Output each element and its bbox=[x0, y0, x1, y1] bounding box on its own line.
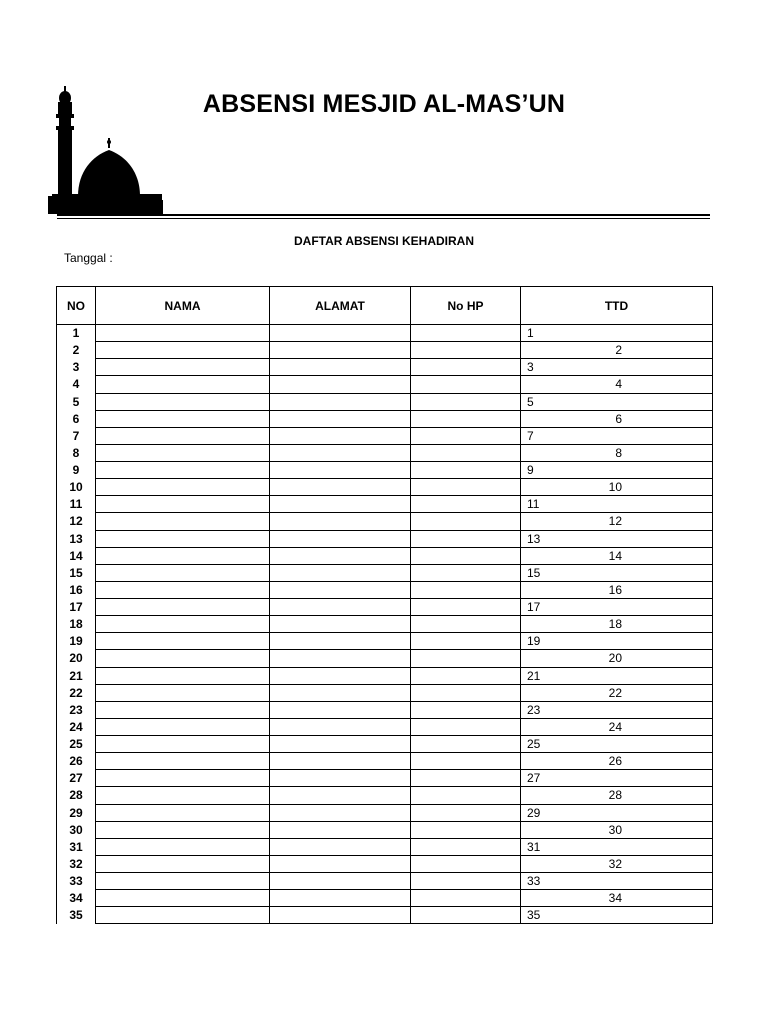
phone-cell[interactable] bbox=[411, 342, 521, 359]
address-cell[interactable] bbox=[270, 907, 411, 924]
name-cell[interactable] bbox=[96, 513, 270, 530]
row-number: 33 bbox=[57, 873, 96, 890]
table-row bbox=[57, 650, 713, 667]
name-cell[interactable] bbox=[96, 376, 270, 393]
row-number: 35 bbox=[57, 907, 96, 924]
table-row bbox=[57, 393, 713, 410]
row-number: 31 bbox=[57, 838, 96, 855]
address-cell[interactable] bbox=[270, 342, 411, 359]
phone-cell[interactable] bbox=[411, 530, 521, 547]
row-number: 13 bbox=[57, 530, 96, 547]
phone-cell[interactable] bbox=[411, 804, 521, 821]
address-cell[interactable] bbox=[270, 633, 411, 650]
table-row bbox=[57, 359, 713, 376]
signature-cell[interactable]: 34 bbox=[521, 890, 713, 907]
name-cell[interactable] bbox=[96, 393, 270, 410]
address-cell[interactable] bbox=[270, 855, 411, 872]
row-number: 22 bbox=[57, 684, 96, 701]
row-number: 6 bbox=[57, 410, 96, 427]
name-cell[interactable] bbox=[96, 701, 270, 718]
row-number: 2 bbox=[57, 342, 96, 359]
phone-cell[interactable] bbox=[411, 736, 521, 753]
table-row bbox=[57, 547, 713, 564]
signature-cell[interactable]: 11 bbox=[521, 496, 713, 513]
address-cell[interactable] bbox=[270, 753, 411, 770]
phone-cell[interactable] bbox=[411, 427, 521, 444]
name-cell[interactable] bbox=[96, 462, 270, 479]
page-title: ABSENSI MESJID AL-MAS’UN bbox=[202, 90, 566, 118]
phone-cell[interactable] bbox=[411, 444, 521, 461]
signature-cell[interactable]: 31 bbox=[521, 838, 713, 855]
attendance-rows bbox=[57, 325, 713, 924]
address-cell[interactable] bbox=[270, 770, 411, 787]
table-row bbox=[57, 444, 713, 461]
phone-cell[interactable] bbox=[411, 393, 521, 410]
address-cell[interactable] bbox=[270, 701, 411, 718]
row-number: 15 bbox=[57, 564, 96, 581]
signature-cell[interactable]: 21 bbox=[521, 667, 713, 684]
table-row bbox=[57, 787, 713, 804]
phone-cell[interactable] bbox=[411, 753, 521, 770]
table-row bbox=[57, 633, 713, 650]
phone-cell[interactable] bbox=[411, 907, 521, 924]
phone-cell[interactable] bbox=[411, 770, 521, 787]
signature-cell[interactable]: 18 bbox=[521, 616, 713, 633]
signature-cell[interactable]: 28 bbox=[521, 787, 713, 804]
table-row bbox=[57, 599, 713, 616]
table-row bbox=[57, 667, 713, 684]
address-cell[interactable] bbox=[270, 684, 411, 701]
name-cell[interactable] bbox=[96, 581, 270, 598]
address-cell[interactable] bbox=[270, 718, 411, 735]
signature-cell[interactable]: 19 bbox=[521, 633, 713, 650]
column-header-no: NO bbox=[57, 287, 96, 325]
name-cell[interactable] bbox=[96, 907, 270, 924]
row-number: 34 bbox=[57, 890, 96, 907]
row-number: 25 bbox=[57, 736, 96, 753]
column-header-nama: NAMA bbox=[96, 287, 270, 325]
column-header-no-hp: No HP bbox=[411, 287, 521, 325]
signature-cell[interactable]: 32 bbox=[521, 855, 713, 872]
signature-cell[interactable]: 33 bbox=[521, 873, 713, 890]
phone-cell[interactable] bbox=[411, 890, 521, 907]
name-cell[interactable] bbox=[96, 821, 270, 838]
row-number: 26 bbox=[57, 753, 96, 770]
row-number: 28 bbox=[57, 787, 96, 804]
phone-cell[interactable] bbox=[411, 513, 521, 530]
signature-cell[interactable]: 5 bbox=[521, 393, 713, 410]
name-cell[interactable] bbox=[96, 753, 270, 770]
signature-cell[interactable]: 25 bbox=[521, 736, 713, 753]
signature-cell[interactable]: 10 bbox=[521, 479, 713, 496]
table-row bbox=[57, 804, 713, 821]
name-cell[interactable] bbox=[96, 599, 270, 616]
phone-cell[interactable] bbox=[411, 718, 521, 735]
name-cell[interactable] bbox=[96, 342, 270, 359]
address-cell[interactable] bbox=[270, 736, 411, 753]
row-number: 18 bbox=[57, 616, 96, 633]
row-number: 3 bbox=[57, 359, 96, 376]
phone-cell[interactable] bbox=[411, 564, 521, 581]
name-cell[interactable] bbox=[96, 359, 270, 376]
name-cell[interactable] bbox=[96, 479, 270, 496]
signature-cell[interactable]: 30 bbox=[521, 821, 713, 838]
phone-cell[interactable] bbox=[411, 684, 521, 701]
phone-cell[interactable] bbox=[411, 821, 521, 838]
row-number: 1 bbox=[57, 325, 96, 342]
table-row bbox=[57, 890, 713, 907]
row-number: 23 bbox=[57, 701, 96, 718]
phone-cell[interactable] bbox=[411, 581, 521, 598]
row-number: 11 bbox=[57, 496, 96, 513]
table-row bbox=[57, 855, 713, 872]
phone-cell[interactable] bbox=[411, 410, 521, 427]
address-cell[interactable] bbox=[270, 821, 411, 838]
row-number: 30 bbox=[57, 821, 96, 838]
phone-cell[interactable] bbox=[411, 325, 521, 342]
table-row bbox=[57, 376, 713, 393]
table-row bbox=[57, 530, 713, 547]
name-cell[interactable] bbox=[96, 855, 270, 872]
name-cell[interactable] bbox=[96, 616, 270, 633]
column-header-ttd: TTD bbox=[521, 287, 713, 325]
address-cell[interactable] bbox=[270, 564, 411, 581]
phone-cell[interactable] bbox=[411, 599, 521, 616]
table-row bbox=[57, 427, 713, 444]
address-cell[interactable] bbox=[270, 616, 411, 633]
phone-cell[interactable] bbox=[411, 701, 521, 718]
row-number: 12 bbox=[57, 513, 96, 530]
address-cell[interactable] bbox=[270, 393, 411, 410]
table-row bbox=[57, 462, 713, 479]
row-number: 9 bbox=[57, 462, 96, 479]
table-row bbox=[57, 907, 713, 924]
phone-cell[interactable] bbox=[411, 873, 521, 890]
address-cell[interactable] bbox=[270, 890, 411, 907]
phone-cell[interactable] bbox=[411, 616, 521, 633]
address-cell[interactable] bbox=[270, 838, 411, 855]
address-cell[interactable] bbox=[270, 547, 411, 564]
address-cell[interactable] bbox=[270, 513, 411, 530]
row-number: 24 bbox=[57, 718, 96, 735]
name-cell[interactable] bbox=[96, 684, 270, 701]
address-cell[interactable] bbox=[270, 787, 411, 804]
name-cell[interactable] bbox=[96, 444, 270, 461]
phone-cell[interactable] bbox=[411, 855, 521, 872]
signature-cell[interactable]: 7 bbox=[521, 427, 713, 444]
address-cell[interactable] bbox=[270, 650, 411, 667]
table-row bbox=[57, 479, 713, 496]
row-number: 19 bbox=[57, 633, 96, 650]
name-cell[interactable] bbox=[96, 325, 270, 342]
header-divider-thick bbox=[57, 214, 710, 216]
signature-cell[interactable]: 17 bbox=[521, 599, 713, 616]
signature-cell[interactable]: 4 bbox=[521, 376, 713, 393]
table-row bbox=[57, 410, 713, 427]
signature-cell[interactable]: 1 bbox=[521, 325, 713, 342]
signature-cell[interactable]: 2 bbox=[521, 342, 713, 359]
table-row bbox=[57, 342, 713, 359]
name-cell[interactable] bbox=[96, 736, 270, 753]
table-row bbox=[57, 684, 713, 701]
row-number: 7 bbox=[57, 427, 96, 444]
table-row bbox=[57, 718, 713, 735]
table-row bbox=[57, 770, 713, 787]
phone-cell[interactable] bbox=[411, 787, 521, 804]
header-divider-thin bbox=[57, 218, 710, 219]
phone-cell[interactable] bbox=[411, 359, 521, 376]
row-number: 4 bbox=[57, 376, 96, 393]
table-row bbox=[57, 564, 713, 581]
phone-cell[interactable] bbox=[411, 496, 521, 513]
signature-cell[interactable]: 16 bbox=[521, 581, 713, 598]
signature-cell[interactable]: 6 bbox=[521, 410, 713, 427]
address-cell[interactable] bbox=[270, 873, 411, 890]
signature-cell[interactable]: 15 bbox=[521, 564, 713, 581]
address-cell[interactable] bbox=[270, 479, 411, 496]
row-number: 27 bbox=[57, 770, 96, 787]
address-cell[interactable] bbox=[270, 804, 411, 821]
table-row bbox=[57, 838, 713, 855]
table-row bbox=[57, 873, 713, 890]
name-cell[interactable] bbox=[96, 804, 270, 821]
address-cell[interactable] bbox=[270, 667, 411, 684]
column-header-alamat: ALAMAT bbox=[270, 287, 411, 325]
phone-cell[interactable] bbox=[411, 479, 521, 496]
table-row bbox=[57, 496, 713, 513]
phone-cell[interactable] bbox=[411, 376, 521, 393]
row-number: 21 bbox=[57, 667, 96, 684]
address-cell[interactable] bbox=[270, 325, 411, 342]
phone-cell[interactable] bbox=[411, 633, 521, 650]
table-row bbox=[57, 701, 713, 718]
signature-cell[interactable]: 20 bbox=[521, 650, 713, 667]
table-row bbox=[57, 325, 713, 342]
row-number: 29 bbox=[57, 804, 96, 821]
name-cell[interactable] bbox=[96, 410, 270, 427]
name-cell[interactable] bbox=[96, 667, 270, 684]
address-cell[interactable] bbox=[270, 581, 411, 598]
table-row bbox=[57, 736, 713, 753]
table-row bbox=[57, 821, 713, 838]
table-row bbox=[57, 581, 713, 598]
name-cell[interactable] bbox=[96, 547, 270, 564]
table-header-row bbox=[57, 287, 713, 325]
signature-cell[interactable]: 13 bbox=[521, 530, 713, 547]
phone-cell[interactable] bbox=[411, 650, 521, 667]
name-cell[interactable] bbox=[96, 530, 270, 547]
name-cell[interactable] bbox=[96, 838, 270, 855]
name-cell[interactable] bbox=[96, 787, 270, 804]
row-number: 16 bbox=[57, 581, 96, 598]
row-number: 8 bbox=[57, 444, 96, 461]
row-number: 5 bbox=[57, 393, 96, 410]
name-cell[interactable] bbox=[96, 650, 270, 667]
signature-cell[interactable]: 29 bbox=[521, 804, 713, 821]
signature-cell[interactable]: 22 bbox=[521, 684, 713, 701]
address-cell[interactable] bbox=[270, 462, 411, 479]
address-cell[interactable] bbox=[270, 599, 411, 616]
attendance-table bbox=[56, 286, 713, 924]
form-subtitle: DAFTAR ABSENSI KEHADIRAN bbox=[294, 234, 474, 248]
signature-cell[interactable]: 12 bbox=[521, 513, 713, 530]
phone-cell[interactable] bbox=[411, 838, 521, 855]
address-cell[interactable] bbox=[270, 530, 411, 547]
signature-cell[interactable]: 9 bbox=[521, 462, 713, 479]
row-number: 17 bbox=[57, 599, 96, 616]
address-cell[interactable] bbox=[270, 376, 411, 393]
signature-cell[interactable]: 8 bbox=[521, 444, 713, 461]
name-cell[interactable] bbox=[96, 496, 270, 513]
phone-cell[interactable] bbox=[411, 667, 521, 684]
address-cell[interactable] bbox=[270, 427, 411, 444]
address-cell[interactable] bbox=[270, 444, 411, 461]
name-cell[interactable] bbox=[96, 564, 270, 581]
date-label: Tanggal : bbox=[64, 251, 113, 265]
table-row bbox=[57, 616, 713, 633]
phone-cell[interactable] bbox=[411, 462, 521, 479]
signature-cell[interactable]: 14 bbox=[521, 547, 713, 564]
signature-cell[interactable]: 27 bbox=[521, 770, 713, 787]
row-number: 10 bbox=[57, 479, 96, 496]
row-number: 14 bbox=[57, 547, 96, 564]
name-cell[interactable] bbox=[96, 873, 270, 890]
address-cell[interactable] bbox=[270, 359, 411, 376]
signature-cell[interactable]: 26 bbox=[521, 753, 713, 770]
signature-cell[interactable]: 35 bbox=[521, 907, 713, 924]
row-number: 20 bbox=[57, 650, 96, 667]
name-cell[interactable] bbox=[96, 890, 270, 907]
signature-cell[interactable]: 3 bbox=[521, 359, 713, 376]
signature-cell[interactable]: 24 bbox=[521, 718, 713, 735]
address-cell[interactable] bbox=[270, 410, 411, 427]
table-row bbox=[57, 753, 713, 770]
name-cell[interactable] bbox=[96, 718, 270, 735]
name-cell[interactable] bbox=[96, 427, 270, 444]
name-cell[interactable] bbox=[96, 770, 270, 787]
row-number: 32 bbox=[57, 855, 96, 872]
name-cell[interactable] bbox=[96, 633, 270, 650]
table-row bbox=[57, 513, 713, 530]
phone-cell[interactable] bbox=[411, 547, 521, 564]
signature-cell[interactable]: 23 bbox=[521, 701, 713, 718]
address-cell[interactable] bbox=[270, 496, 411, 513]
